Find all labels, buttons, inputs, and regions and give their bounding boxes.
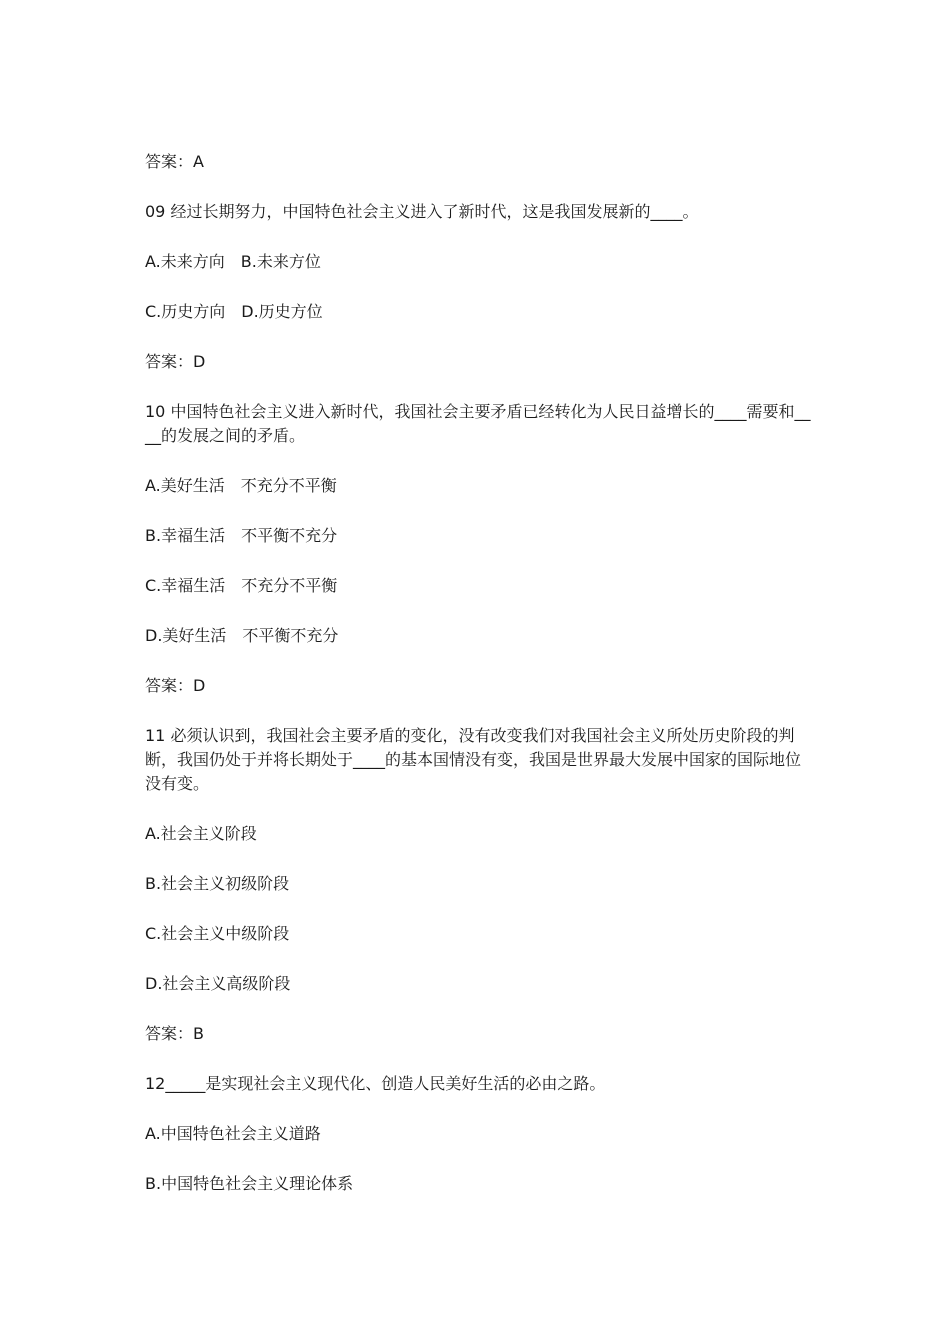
question-text: 11 必须认识到，我国社会主要矛盾的变化，没有改变我们对我国社会主义所处历史阶段的判断，我国仍处于并将长期处于____的基本国情没有变，我国是世界最大发展中国家的国际地位没有变。 [145,726,802,793]
option-line: C.幸福生活 不充分不平衡 [145,576,338,595]
answer-line: 答案：B [145,1024,204,1043]
option-line: B.中国特色社会主义理论体系 [145,1174,354,1193]
question-text: 10 中国特色社会主义进入新时代，我国社会主要矛盾已经转化为人民日益增长的____需要和____的发展之间的矛盾。 [145,402,811,445]
option-line: A.美好生活 不充分不平衡 [145,476,337,495]
option-line: A.中国特色社会主义道路 [145,1124,321,1143]
option-line: B.社会主义初级阶段 [145,874,290,893]
option-line: C.社会主义中级阶段 [145,924,290,943]
question-text: 12_____是实现社会主义现代化、创造人民美好生活的必由之路。 [145,1074,606,1093]
option-line: D.社会主义高级阶段 [145,974,291,993]
option-line: A.未来方向 B.未来方位 [145,252,321,271]
answer-line: 答案：D [145,676,206,695]
option-line: C.历史方向 D.历史方位 [145,302,323,321]
option-line: D.美好生活 不平衡不充分 [145,626,339,645]
answer-line: 答案：D [145,352,206,371]
question-text: 09 经过长期努力，中国特色社会主义进入了新时代，这是我国发展新的____。 [145,202,699,221]
document-content [145,150,815,1222]
option-line: A.社会主义阶段 [145,824,257,843]
option-line: B.幸福生活 不平衡不充分 [145,526,338,545]
answer-line: 答案：A [145,152,204,171]
